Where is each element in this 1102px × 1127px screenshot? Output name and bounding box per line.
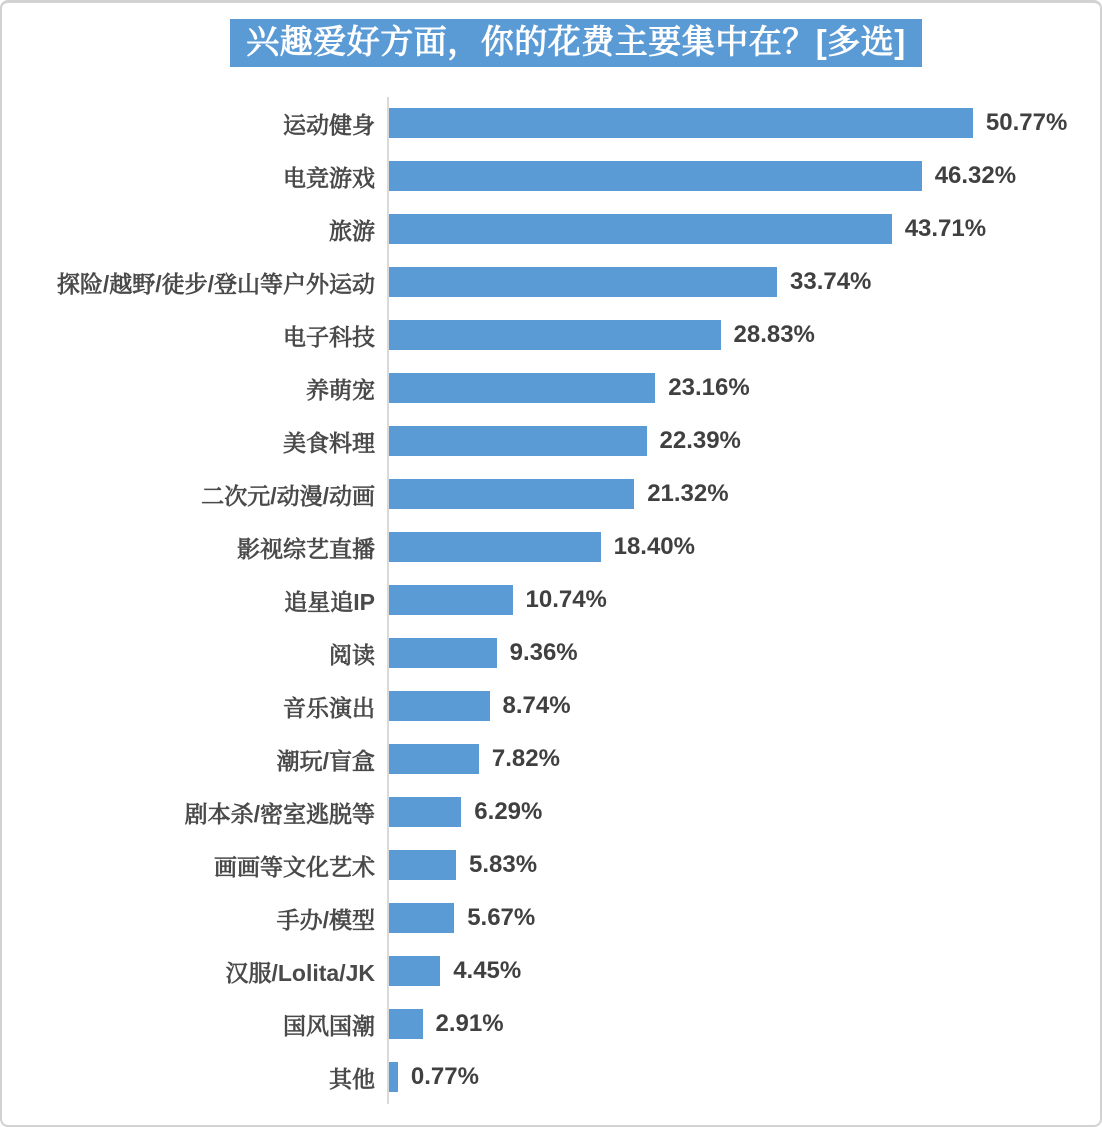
value-bar xyxy=(389,797,461,827)
value-bar xyxy=(389,903,454,933)
value-label: 33.74% xyxy=(790,268,872,296)
category-label: 影视综艺直播 xyxy=(237,535,375,562)
category-label: 国风国潮 xyxy=(283,1012,375,1039)
category-label: 阅读 xyxy=(329,641,375,668)
value-label: 4.45% xyxy=(453,957,522,985)
value-label: 10.74% xyxy=(525,586,607,614)
chart-row xyxy=(32,256,1072,309)
chart-title: 兴趣爱好方面，你的花费主要集中在？[多选] xyxy=(230,19,921,67)
chart-row xyxy=(32,362,1072,415)
chart-row xyxy=(32,521,1072,574)
chart-row xyxy=(32,1051,1072,1104)
value-label: 6.29% xyxy=(474,798,543,826)
chart-row xyxy=(32,627,1072,680)
bar-track xyxy=(387,468,1072,521)
bar-track xyxy=(387,733,1072,786)
bar-track xyxy=(387,998,1072,1051)
value-label: 21.32% xyxy=(647,480,729,508)
bar-track xyxy=(387,521,1072,574)
value-label: 8.74% xyxy=(502,692,571,720)
value-label: 22.39% xyxy=(659,427,741,455)
value-label: 2.91% xyxy=(435,1010,504,1038)
category-label: 电竞游戏 xyxy=(283,164,375,191)
bar-track xyxy=(387,786,1072,839)
chart-row xyxy=(32,892,1072,945)
value-bar xyxy=(389,532,601,562)
bar-track xyxy=(387,839,1072,892)
bar-track xyxy=(387,574,1072,627)
value-label: 50.77% xyxy=(985,109,1068,137)
bar-track xyxy=(387,150,1072,203)
value-bar xyxy=(389,479,634,509)
category-label: 二次元/动漫/动画 xyxy=(201,482,375,509)
category-label: 潮玩/盲盒 xyxy=(276,747,375,774)
bar-track xyxy=(387,1051,1072,1104)
value-bar xyxy=(389,850,456,880)
bar-track xyxy=(387,892,1072,945)
value-bar xyxy=(389,638,497,668)
category-label: 剧本杀/密室逃脱等 xyxy=(184,800,375,827)
title-bar xyxy=(2,19,1100,67)
value-label: 5.67% xyxy=(467,904,536,932)
category-label: 画画等文化艺术 xyxy=(214,853,375,880)
bar-track xyxy=(387,256,1072,309)
chart-row xyxy=(32,468,1072,521)
bar-track xyxy=(387,415,1072,468)
category-label: 养萌宠 xyxy=(306,376,375,403)
chart-row xyxy=(32,680,1072,733)
chart-row xyxy=(32,574,1072,627)
value-label: 46.32% xyxy=(934,162,1017,190)
value-label: 0.77% xyxy=(410,1063,479,1091)
value-label: 43.71% xyxy=(904,215,987,243)
bar-track xyxy=(387,309,1072,362)
bar-chart xyxy=(32,97,1072,1104)
chart-row xyxy=(32,733,1072,786)
value-label: 7.82% xyxy=(491,745,560,773)
category-label: 追星追IP xyxy=(284,588,375,615)
chart-row xyxy=(32,97,1072,150)
bar-track xyxy=(387,627,1072,680)
chart-row xyxy=(32,203,1072,256)
bar-track xyxy=(387,203,1072,256)
value-label: 18.40% xyxy=(613,533,695,561)
chart-row xyxy=(32,945,1072,998)
bar-track xyxy=(387,680,1072,733)
category-label: 其他 xyxy=(329,1065,375,1092)
value-label: 28.83% xyxy=(733,321,815,349)
chart-row xyxy=(32,415,1072,468)
chart-row xyxy=(32,786,1072,839)
category-label: 电子科技 xyxy=(283,323,375,350)
value-bar xyxy=(389,320,721,350)
value-label: 9.36% xyxy=(509,639,578,667)
value-bar xyxy=(389,956,440,986)
chart-row xyxy=(32,309,1072,362)
category-label: 汉服/Lolita/JK xyxy=(225,959,375,986)
category-label: 旅游 xyxy=(329,217,375,244)
category-label: 手办/模型 xyxy=(276,906,375,933)
category-label: 音乐演出 xyxy=(283,694,375,721)
bar-track xyxy=(387,362,1072,415)
value-bar xyxy=(389,691,490,721)
bar-track xyxy=(387,97,1072,150)
category-label: 探险/越野/徒步/登山等户外运动 xyxy=(56,270,375,297)
category-label: 美食料理 xyxy=(283,429,375,456)
value-bar xyxy=(389,373,655,403)
value-bar xyxy=(389,585,513,615)
value-bar xyxy=(389,267,777,297)
chart-row xyxy=(32,150,1072,203)
value-label: 23.16% xyxy=(668,374,750,402)
value-bar xyxy=(389,108,973,138)
value-bar xyxy=(389,426,647,456)
category-label: 运动健身 xyxy=(283,111,375,138)
chart-row xyxy=(32,839,1072,892)
value-bar xyxy=(389,214,892,244)
chart-row xyxy=(32,998,1072,1051)
value-bar xyxy=(389,1009,423,1039)
value-bar xyxy=(389,161,922,191)
bar-track xyxy=(387,945,1072,998)
value-bar xyxy=(389,744,479,774)
value-bar xyxy=(389,1062,398,1092)
value-label: 5.83% xyxy=(469,851,538,879)
